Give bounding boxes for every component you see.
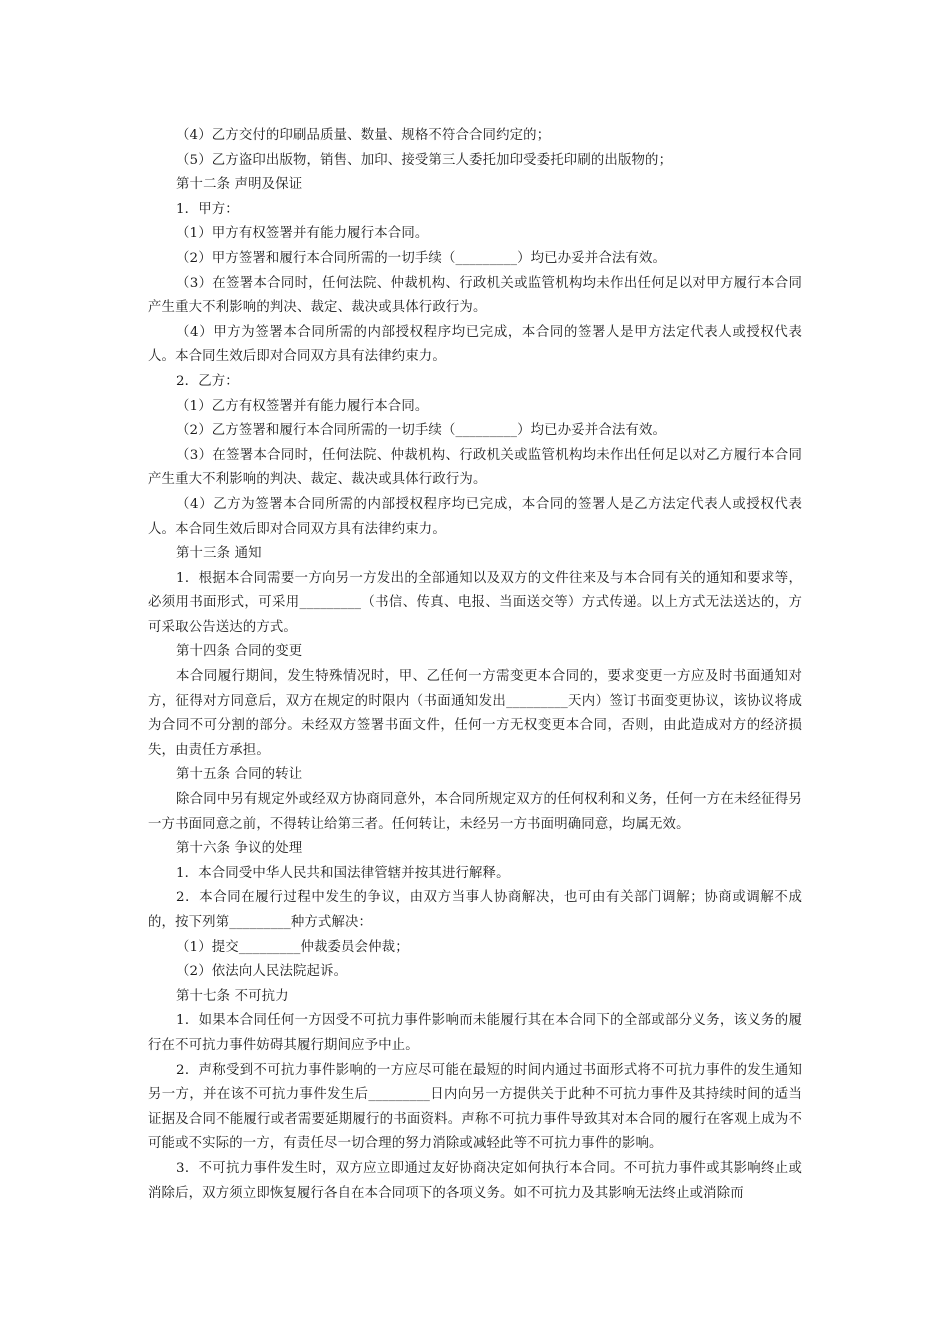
paragraph: 1．根据本合同需要一方向另一方发出的全部通知以及双方的文件往来及与本合同有关的通知和要求等，必须用书面形式，可采用_________（书信、传真、电报、当面送交等）方式传递。以上方式无法送达的，方可采取公告送达的方式。 bbox=[148, 570, 802, 635]
paragraph: （4）甲方为签署本合同所需的内部授权程序均已完成，本合同的签署人是甲方法定代表人或授权代表人。本合同生效后即对合同双方具有法律约束力。 bbox=[148, 324, 802, 365]
section-heading: 第十七条 不可抗力 bbox=[176, 988, 289, 1004]
section-heading: 第十六条 争议的处理 bbox=[176, 841, 303, 857]
document-page bbox=[148, 124, 802, 1206]
section-heading: 第十五条 合同的转让 bbox=[176, 767, 303, 783]
paragraph: 2．声称受到不可抗力事件影响的一方应尽可能在最短的时间内通过书面形式将不可抗力事件的发生通知另一方，并在该不可抗力事件发生后_________日内向另一方提供关于此种不可抗力事件及其持续时间的适当证据及合同不能履行或者需要延期履行的书面资料。声称不可抗力事件导致其对本合同的履行在客观上成为不可能或不实际的一方，有责任尽一切合理的努力消除或减轻此等不可抗力事件的影响。 bbox=[148, 1062, 802, 1152]
paragraph: （2）依法向人民法院起诉。 bbox=[176, 964, 348, 980]
paragraph: 3．不可抗力事件发生时，双方应立即通过友好协商决定如何执行本合同。不可抗力事件或其影响终止或消除后，双方须立即恢复履行各自在本合同项下的各项义务。如不可抗力及其影响无法终止或消除而 bbox=[148, 1160, 802, 1201]
paragraph: （1）乙方有权签署并有能力履行本合同。 bbox=[176, 398, 429, 414]
paragraph: 除合同中另有规定外或经双方协商同意外，本合同所规定双方的任何权利和义务，任何一方在未经征得另一方书面同意之前，不得转让给第三者。任何转让，未经另一方书面明确同意，均属无效。 bbox=[148, 792, 802, 832]
paragraph: （2）甲方签署和履行本合同所需的一切手续（_________）均已办妥并合法有效。 bbox=[176, 250, 667, 266]
section-heading: 第十三条 通知 bbox=[176, 546, 262, 562]
paragraph: （4）乙方交付的印刷品质量、数量、规格不符合合同约定的； bbox=[176, 128, 551, 143]
paragraph: 本合同履行期间，发生特殊情况时，甲、乙任何一方需变更本合同的，要求变更一方应及时书面通知对方，征得对方同意后，双方在规定的时限内（书面通知发出_________天内）签订书面变更协议，该协议将成为合同不可分割的部分。未经双方签署书面文件，任何一方无权变更本合同，否则，由此造成对方的经济损失，由责任方承担。 bbox=[148, 669, 802, 758]
paragraph: （2）乙方签署和履行本合同所需的一切手续（_________）均已办妥并合法有效。 bbox=[176, 423, 667, 439]
paragraph: 1．如果本合同任何一方因受不可抗力事件影响而未能履行其在本合同下的全部或部分义务，该义务的履行在不可抗力事件妨碍其履行期间应予中止。 bbox=[148, 1013, 802, 1053]
section-heading: 第十二条 声明及保证 bbox=[176, 177, 303, 193]
section-heading: 第十四条 合同的变更 bbox=[176, 644, 303, 660]
paragraph: 2．本合同在履行过程中发生的争议，由双方当事人协商解决，也可由有关部门调解；协商或调解不成的，按下列第_________种方式解决： bbox=[148, 890, 802, 930]
paragraph: （3）在签署本合同时，任何法院、仲裁机构、行政机关或监管机构均未作出任何足以对甲方履行本合同产生重大不利影响的判决、裁定、裁决或具体行政行为。 bbox=[148, 275, 802, 316]
paragraph: （1）甲方有权签署并有能力履行本合同。 bbox=[176, 226, 429, 242]
paragraph: （3）在签署本合同时，任何法院、仲裁机构、行政机关或监管机构均未作出任何足以对乙方履行本合同产生重大不利影响的判决、裁定、裁决或具体行政行为。 bbox=[148, 447, 802, 488]
paragraph: （5）乙方盗印出版物，销售、加印、接受第三人委托加印受委托印刷的出版物的； bbox=[176, 152, 673, 168]
paragraph: 2．乙方： bbox=[176, 373, 239, 389]
paragraph: （4）乙方为签署本合同所需的内部授权程序均已完成，本合同的签署人是乙方法定代表人或授权代表人。本合同生效后即对合同双方具有法律约束力。 bbox=[148, 496, 802, 537]
paragraph: 1．本合同受中华人民共和国法律管辖并按其进行解释。 bbox=[176, 865, 510, 881]
paragraph: （1）提交_________仲裁委员会仲裁； bbox=[176, 939, 409, 955]
paragraph: 1．甲方： bbox=[176, 201, 239, 217]
